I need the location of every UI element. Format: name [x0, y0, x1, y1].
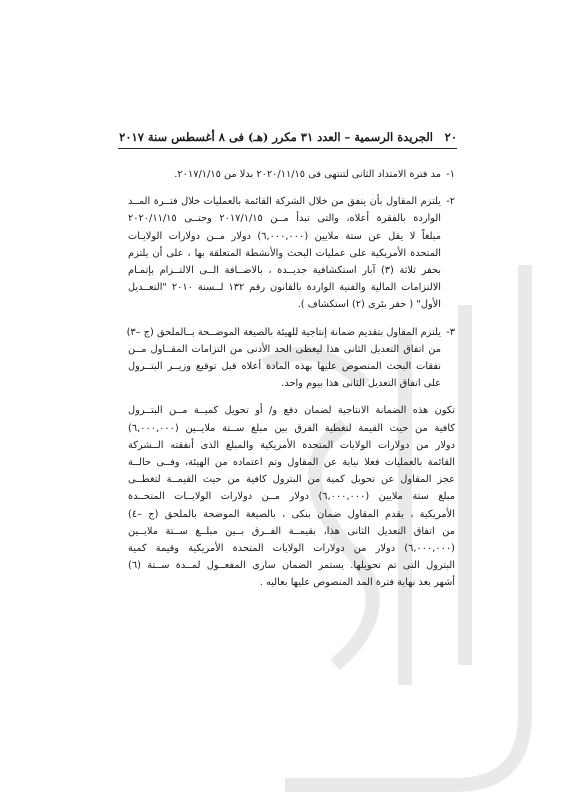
text-line: عجز المقاول عن تحويل كمية من البترول كافية من حيث القيمــة لتغطــى — [128, 474, 455, 486]
text-line: الالتزامات المالية والفنية الواردة بالقانون رقم ١٣٢ لــسنة ٢٠١٠ "التعــديل — [128, 282, 442, 294]
item-number: ١- — [446, 169, 455, 180]
text-line: الواردة بالفقرة أعلاه، والتى تبدأ مــن ٢٠١٧/١/١٥ وحتــى ٢٠٢٠/١١/١٥ — [128, 213, 441, 225]
item-number: ٣- — [446, 326, 455, 338]
page-header — [118, 128, 457, 149]
numbered-item — [128, 166, 455, 183]
text-line: نفقات البحث المنصوص عليها بهذه المادة أعلاه قبل توقيع وزيــر البتــرول — [128, 361, 441, 373]
text-line: دولار من دولارات الولايات المتحدة الأمريكية والمبلغ الذى أنفقته الــشركة — [128, 439, 455, 451]
text-line: كافية من حيث القيمة لتغطية الفرق بين مبلغ ســتة ملايــين (٦,٠٠٠,٠٠٠) — [128, 422, 455, 434]
text-line: مبلغاً لا يقل عن ستة ملايين (٦,٠٠٠,٠٠٠) دولار مــن دولارات الولايـات — [128, 230, 442, 242]
text-line: (٦,٠٠٠,٠٠٠) دولار من دولارات الولايات المتحدة الأمريكية وقيمة كمية — [128, 543, 455, 555]
text-line: المتحدة الأمريكية على عمليات البحث والأنشطة المتعلقة بها ، على أن يلتزم — [128, 247, 441, 259]
text-line: من اتفاق التعديل الثانى هذا، بقيمــة الفــرق بــين مبلــغ ســتة ملايــين — [128, 525, 455, 537]
text-line: بحفر ثلاثة (٣) آبار استكشافية جديــدة ، بالاضــافة الــى الالتــزام بإتمـام — [128, 265, 442, 277]
text-line: أشهر بعد نهاية فترة المد المنصوص عليها بعاليه . — [259, 577, 455, 589]
text-line: الأمريكية ، يقدم المقاول ضمان بنكى ، بالصيغة الموضحة بالملحق (ج –٤) — [128, 508, 455, 520]
numbered-item — [128, 324, 455, 393]
numbered-item — [128, 193, 455, 313]
guarantee-paragraph — [128, 402, 455, 591]
text-line: يلتزم المقاول بأن ينفق من خلال الشركة القائمة بالعمليات خلال فتــرة المــد — [128, 196, 441, 208]
text-line: مد فترة الامتداد الثانى لتنتهى فى ٢٠٢٠/١١/١٥ بدلا من ٢٠١٧/١/١٥. — [174, 169, 441, 180]
text-line: يلتزم المقاول بتقديم ضمانة إنتاجية للهيئة بالصيغة الموضــحة بــالملحق (ج –٣) — [126, 326, 441, 338]
document-body — [128, 166, 455, 592]
text-line: على اتفاق التعديل الثانى هذا بيوم واحد. — [281, 378, 441, 390]
text-line: تكون هذه الضمانة الانتاجية لضمان دفع و/ أو تحويل كميــة مــن البتــرول — [128, 405, 455, 417]
text-line: مبلغ ستة ملايين (٦,٠٠٠,٠٠٠) دولار مــن دولارات الولايــات المتحــدة — [128, 491, 455, 503]
gazette-title: الجريدة الرسمية – العدد ٣١ مكرر (هـ) فى ٨ أغسطس سنة ٢٠١٧ — [119, 130, 433, 144]
text-line: البترول التى تم تحويلها. يستمر الضمان ساري المفعــول لمــدة ســتة (٦) — [128, 560, 455, 572]
text-line: الأول" ( حفر بئرى (٢) استكشاف ). — [297, 299, 441, 311]
page-number: ٢٠ — [444, 130, 457, 144]
item-number: ٢- — [446, 196, 455, 208]
text-line: القائمة بالعمليات فعلا نيابة عن المقاول وتم اعتماده من الهيئة، وفــى حالــة — [128, 457, 455, 469]
text-line: من اتفاق التعديل الثانى هذا ليغطى الحد الأدنى من التزامات المقــاول مــن — [128, 343, 441, 355]
